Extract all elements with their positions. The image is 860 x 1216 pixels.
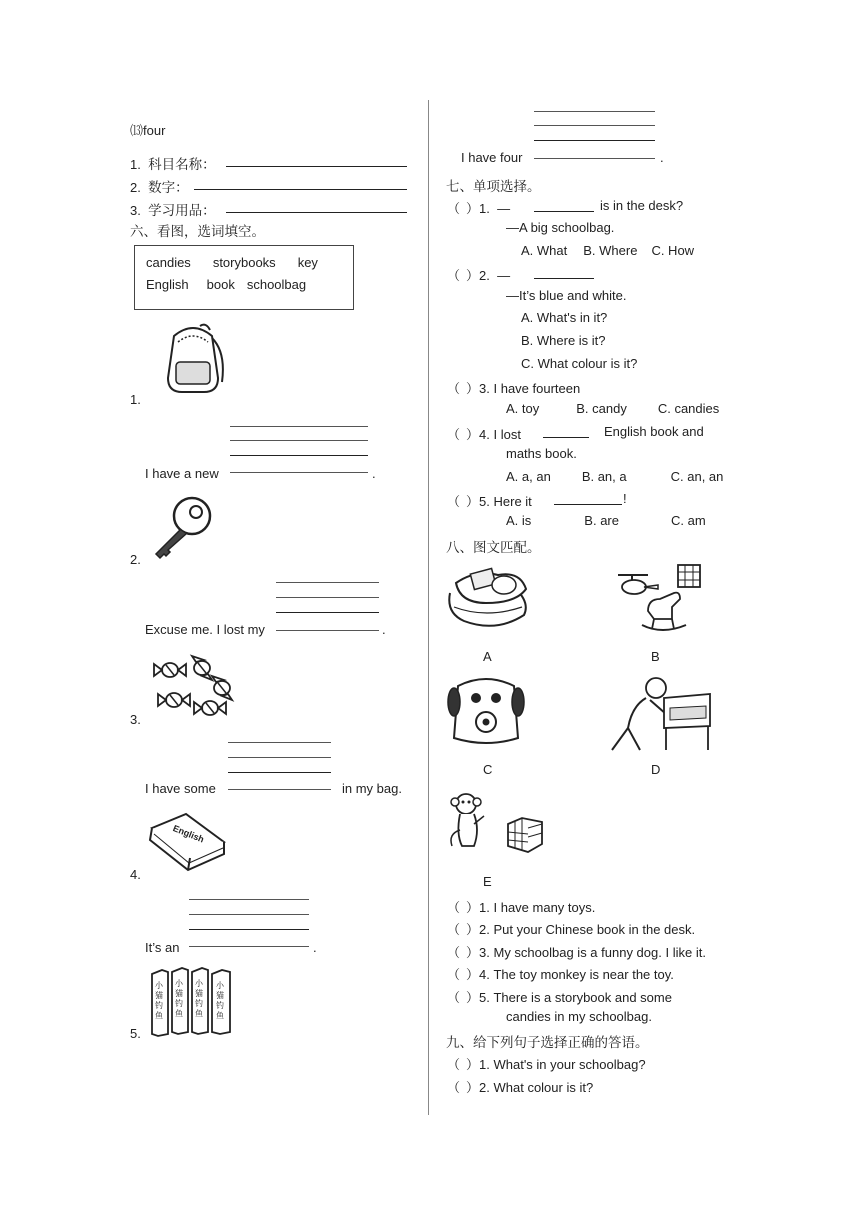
book-spine-3: 小猫钓鱼: [195, 979, 203, 1018]
writing-line: [230, 472, 368, 473]
mc-option: C. What colour is it?: [521, 356, 638, 371]
mc-question-1: （ ）1. —: [447, 201, 511, 217]
fill-line-2: 2. 数字：: [130, 180, 189, 196]
book-spine-2: 小猫钓鱼: [175, 979, 183, 1018]
question-3-text-after: in my bag.: [342, 781, 402, 796]
mc-option: B. Where is it?: [521, 333, 606, 348]
question-2-text-after: .: [382, 622, 386, 637]
question-4-text-before: It’s an: [145, 940, 180, 955]
writing-line: [534, 125, 655, 126]
section-6-title: 六、看图，选词填空。: [130, 224, 265, 240]
mc-question-2: （ ）2. —: [447, 268, 511, 284]
writing-line: [534, 140, 655, 141]
mc-question-1-options: A. What B. Where C. How: [521, 243, 695, 258]
answer-blank: [534, 211, 594, 212]
question-2-number: 2.: [130, 552, 141, 567]
match-sentence-2: （ ）2. Put your Chinese book in the desk.: [447, 922, 696, 938]
writing-line: [534, 158, 655, 159]
section-7-title: 七、单项选择。: [446, 179, 541, 195]
answer-line: [226, 166, 407, 167]
english-book-label: English: [171, 823, 206, 845]
answer-blank: [543, 437, 589, 438]
writing-line: [534, 111, 655, 112]
match-sentence-5: （ ）5. There is a storybook and some: [447, 990, 672, 1006]
dog-schoolbag-picture: [446, 676, 526, 746]
writing-line: [189, 929, 309, 930]
picture-label-d: D: [651, 762, 661, 777]
answer-question-1: （ ）1. What's in your schoolbag?: [447, 1057, 646, 1073]
toys-picture: [612, 563, 708, 637]
question-1-text-before: I have a new: [145, 466, 219, 481]
writing-line: [189, 914, 309, 915]
picture-label-e: E: [483, 874, 492, 889]
writing-line: [276, 612, 379, 613]
answer-line: [194, 189, 407, 190]
writing-line: [230, 426, 368, 427]
mc-question-5-text: !: [623, 491, 627, 506]
picture-label-c: C: [483, 762, 493, 777]
match-sentence-1: （ ）1. I have many toys.: [447, 900, 596, 916]
writing-line: [189, 946, 309, 947]
mc-question-4-text-line2: maths book.: [506, 446, 577, 461]
storybooks-picture: [148, 966, 240, 1038]
boy-at-desk-picture: [606, 676, 714, 752]
mc-question-3-options: A. toy B. candy C. candies: [506, 401, 720, 416]
writing-line: [228, 789, 331, 790]
mc-question-4-text: English book and: [604, 424, 704, 439]
answer-blank: [534, 278, 594, 279]
picture-label-b: B: [651, 649, 660, 664]
writing-line: [276, 582, 379, 583]
fill-line-1: 1. 科目名称：: [130, 157, 216, 173]
mc-question-3: （ ）3. I have fourteen: [447, 381, 581, 397]
picture-label-a: A: [483, 649, 492, 664]
section-9-title: 九、给下列句子选择正确的答语。: [446, 1035, 649, 1051]
candies-picture: [152, 656, 236, 720]
mc-option: A. What's in it?: [521, 310, 608, 325]
match-sentence-4: （ ）4. The toy monkey is near the toy.: [447, 967, 674, 983]
writing-line: [228, 757, 331, 758]
word-bank-box: [134, 245, 354, 310]
mc-question-5: （ ）5. Here it: [447, 494, 532, 510]
match-sentence-5-line2: candies in my schoolbag.: [506, 1009, 652, 1024]
key-picture: [150, 496, 212, 562]
question-5-text-before: I have four: [461, 150, 523, 165]
writing-line: [189, 899, 309, 900]
answer-blank: [554, 504, 622, 505]
writing-line: [276, 630, 379, 631]
match-sentence-3: （ ）3. My schoolbag is a funny dog. I like it.: [447, 945, 706, 961]
writing-line: [230, 455, 368, 456]
question-3-text-before: I have some: [145, 781, 216, 796]
mc-question-1-answer: —A big schoolbag.: [506, 220, 615, 235]
answer-line: [226, 212, 407, 213]
section-8-title: 八、图文匹配。: [446, 540, 541, 556]
question-1-text-after: .: [372, 466, 376, 481]
question-3-number: 3.: [130, 712, 141, 727]
question-5-text-after: .: [660, 150, 664, 165]
schoolbag-picture: [160, 322, 226, 396]
monkey-and-cube-picture: [446, 790, 546, 860]
question-4-text-after: .: [313, 940, 317, 955]
mc-question-4-options: A. a, an B. an, a C. an, an: [506, 469, 724, 484]
english-book-picture: [146, 812, 228, 874]
question-4-number: 4.: [130, 867, 141, 882]
column-divider: [428, 100, 429, 1115]
writing-line: [228, 742, 331, 743]
word-bank-row-2: English book schoolbag: [146, 277, 307, 292]
mc-question-2-answer: —It’s blue and white.: [506, 288, 627, 303]
book-spine-1: 小猫钓鱼: [155, 981, 163, 1020]
writing-line: [230, 440, 368, 441]
question-5-number: 5.: [130, 1026, 141, 1041]
bag-with-items-picture: [446, 563, 530, 629]
writing-line: [228, 772, 331, 773]
writing-line: [276, 597, 379, 598]
item-13-four: ⒀four: [130, 123, 166, 138]
mc-question-4: （ ）4. I lost: [447, 427, 521, 443]
question-2-text-before: Excuse me. I lost my: [145, 622, 265, 637]
mc-question-1-text: is in the desk?: [600, 198, 684, 213]
answer-question-2: （ ）2. What colour is it?: [447, 1080, 594, 1096]
word-bank-row-1: candies storybooks key: [146, 255, 318, 270]
mc-question-5-options: A. is B. are C. am: [506, 513, 706, 528]
question-1-number: 1.: [130, 392, 141, 407]
book-spine-4: 小猫钓鱼: [216, 981, 224, 1020]
fill-line-3: 3. 学习用品：: [130, 203, 216, 219]
